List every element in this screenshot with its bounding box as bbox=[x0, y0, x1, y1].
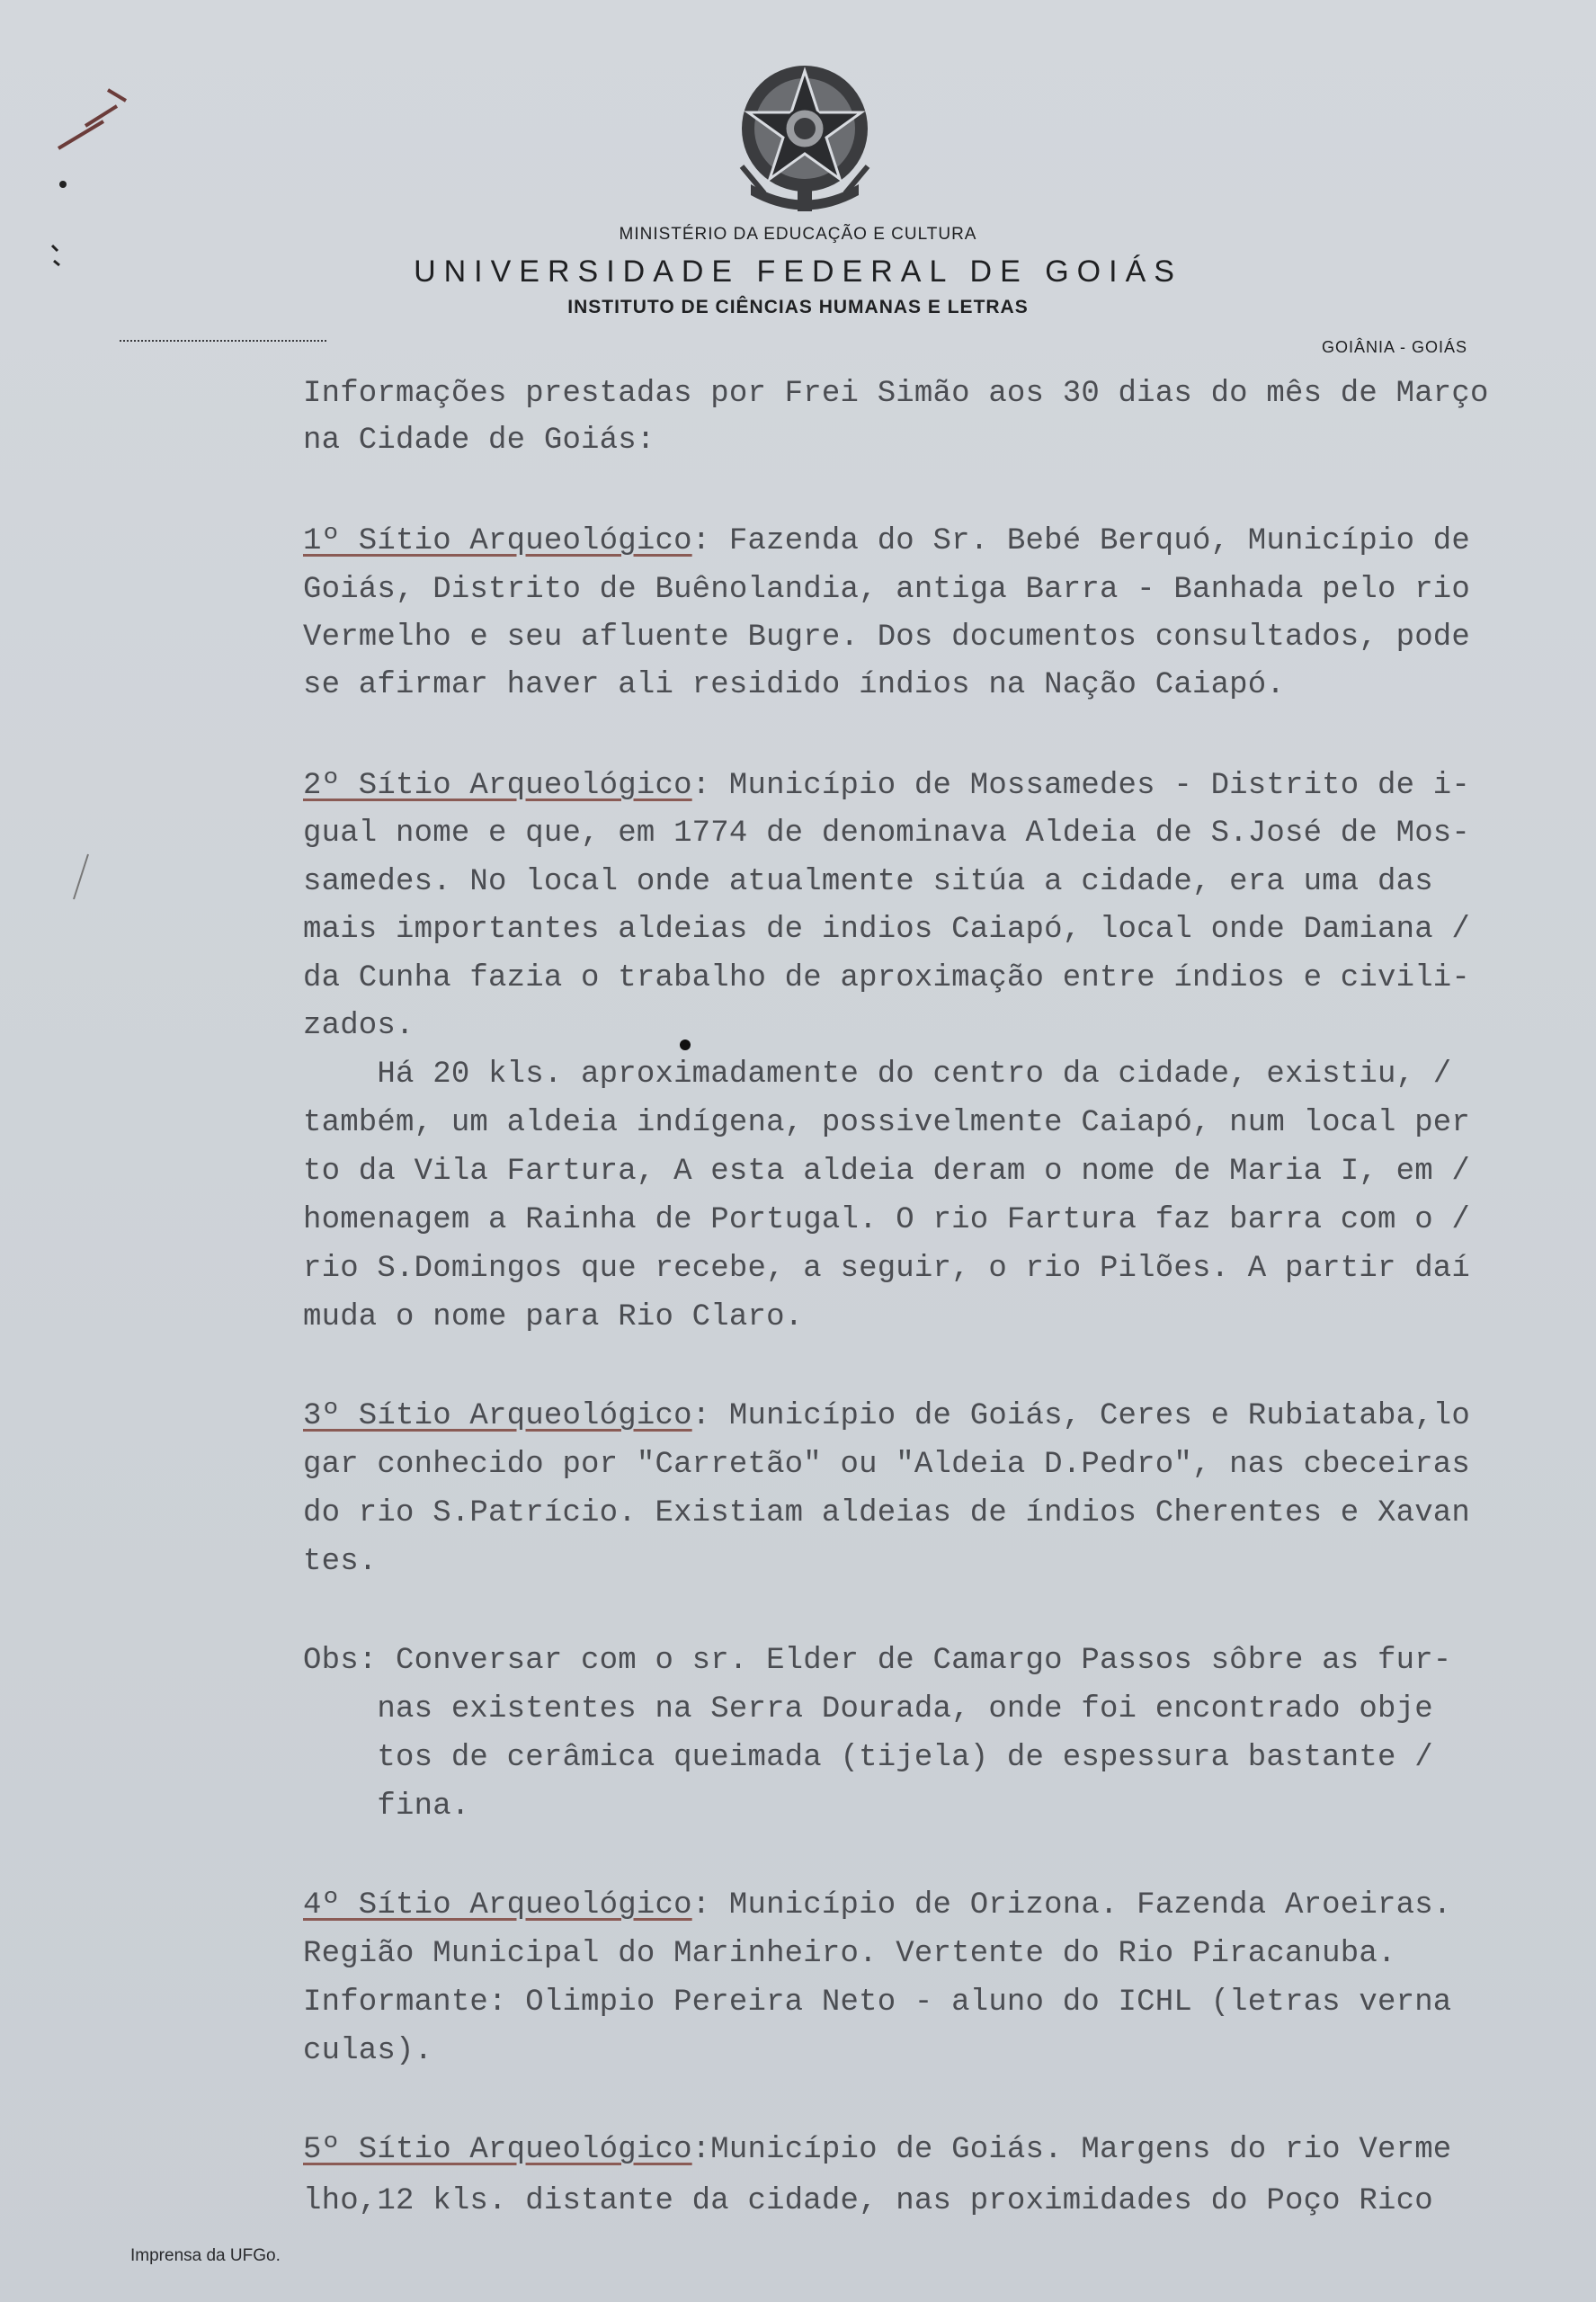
site-5-heading-line bbox=[303, 2132, 1451, 2168]
site-2-line: zados. bbox=[303, 1009, 415, 1043]
margin-ink-marks bbox=[49, 63, 157, 198]
site-2-line: to da Vila Fartura, A esta aldeia deram o nome de Maria I, em / bbox=[303, 1155, 1471, 1189]
site-4-first-text: : Município de Orizona. Fazenda Aroeiras. bbox=[691, 1888, 1452, 1923]
site-2-line: também, um aldeia indígena, possivelmente Caiapó, num local per bbox=[303, 1106, 1471, 1140]
site-2-line: homenagem a Rainha de Portugal. O rio Fartura faz barra com o / bbox=[303, 1203, 1471, 1237]
site-5-label: 5º Sítio Arqueológico bbox=[303, 2133, 692, 2167]
coat-of-arms-emblem bbox=[733, 58, 877, 216]
site-2-line: Há 20 kls. aproximadamente do centro da cidade, existiu, / bbox=[303, 1057, 1452, 1092]
site-2-line: muda o nome para Rio Claro. bbox=[303, 1300, 804, 1334]
pencil-margin-mark bbox=[63, 850, 99, 904]
institute-heading: INSTITUTO DE CIÊNCIAS HUMANAS E LETRAS bbox=[567, 297, 1029, 317]
site-1-label: 1º Sítio Arqueológico bbox=[303, 524, 692, 558]
site-2-label: 2º Sítio Arqueológico bbox=[303, 769, 692, 803]
printer-footer: Imprensa da UFGo. bbox=[130, 2246, 281, 2265]
intro-line: na Cidade de Goiás: bbox=[303, 424, 655, 458]
site-2-line: gual nome e que, em 1774 de denominava Aldeia de S.José de Mos- bbox=[303, 816, 1471, 851]
site-4-line: Região Municipal do Marinheiro. Vertente do Rio Piracanuba. bbox=[303, 1937, 1396, 1971]
university-heading: UNIVERSIDADE FEDERAL DE GOIÁS bbox=[414, 254, 1182, 289]
site-4-line: Informante: Olimpio Pereira Neto - aluno do ICHL (letras verna bbox=[303, 1985, 1452, 2020]
margin-tick-mark bbox=[45, 238, 72, 274]
site-3-line: tes. bbox=[303, 1545, 378, 1579]
site-2-line: da Cunha fazia o trabalho de aproximação entre índios e civili- bbox=[303, 961, 1471, 995]
site-4-line: culas). bbox=[303, 2034, 433, 2068]
obs-line: tos de cerâmica queimada (tijela) de espessura bastante / bbox=[303, 1741, 1433, 1775]
site-2-heading-line bbox=[303, 768, 1470, 804]
site-2-line: mais importantes aldeias de indios Caiapó, local onde Damiana / bbox=[303, 913, 1471, 947]
site-1-line: Vermelho e seu afluente Bugre. Dos documentos consultados, pode bbox=[303, 620, 1471, 655]
site-3-line: do rio S.Patrício. Existiam aldeias de índios Cherentes e Xavan bbox=[303, 1496, 1471, 1530]
site-2-line: samedes. No local onde atualmente sitúa a cidade, era uma das bbox=[303, 865, 1433, 899]
site-5-first-text: :Município de Goiás. Margens do rio Verme bbox=[691, 2133, 1452, 2167]
site-1-heading-line bbox=[303, 523, 1470, 559]
site-4-label: 4º Sítio Arqueológico bbox=[303, 1888, 692, 1923]
city-label: GOIÂNIA - GOIÁS bbox=[1322, 338, 1468, 356]
site-2-line: rio S.Domingos que recebe, a seguir, o rio Pilões. A partir daí bbox=[303, 1252, 1471, 1286]
site-2-first-text: : Município de Mossamedes - Distrito de i- bbox=[691, 769, 1471, 803]
site-3-first-text: : Município de Goiás, Ceres e Rubiataba,lo bbox=[691, 1399, 1471, 1433]
site-4-heading-line bbox=[303, 1887, 1451, 1923]
obs-line: fina. bbox=[303, 1789, 470, 1824]
site-1-line: Goiás, Distrito de Buênolandia, antiga Barra - Banhada pelo rio bbox=[303, 573, 1471, 607]
ink-dot bbox=[679, 1039, 691, 1051]
ministry-heading: MINISTÉRIO DA EDUCAÇÃO E CULTURA bbox=[619, 225, 977, 244]
dotted-rule bbox=[120, 340, 326, 342]
intro-line: Informações prestadas por Frei Simão aos 30 dias do mês de Março bbox=[303, 377, 1489, 411]
site-1-first-text: : Fazenda do Sr. Bebé Berquó, Município de bbox=[691, 524, 1471, 558]
obs-line: nas existentes na Serra Dourada, onde foi encontrado obje bbox=[303, 1692, 1433, 1726]
site-3-line: gar conhecido por "Carretão" ou "Aldeia D.Pedro", nas cbeceiras bbox=[303, 1448, 1471, 1482]
site-3-heading-line bbox=[303, 1398, 1470, 1434]
site-1-line: se afirmar haver ali residido índios na Nação Caiapó. bbox=[303, 668, 1285, 702]
obs-line: Obs: Conversar com o sr. Elder de Camargo Passos sôbre as fur- bbox=[303, 1644, 1452, 1678]
site-3-label: 3º Sítio Arqueológico bbox=[303, 1399, 692, 1433]
site-5-line: lho,12 kls. distante da cidade, nas proximidades do Poço Rico bbox=[303, 2184, 1433, 2218]
